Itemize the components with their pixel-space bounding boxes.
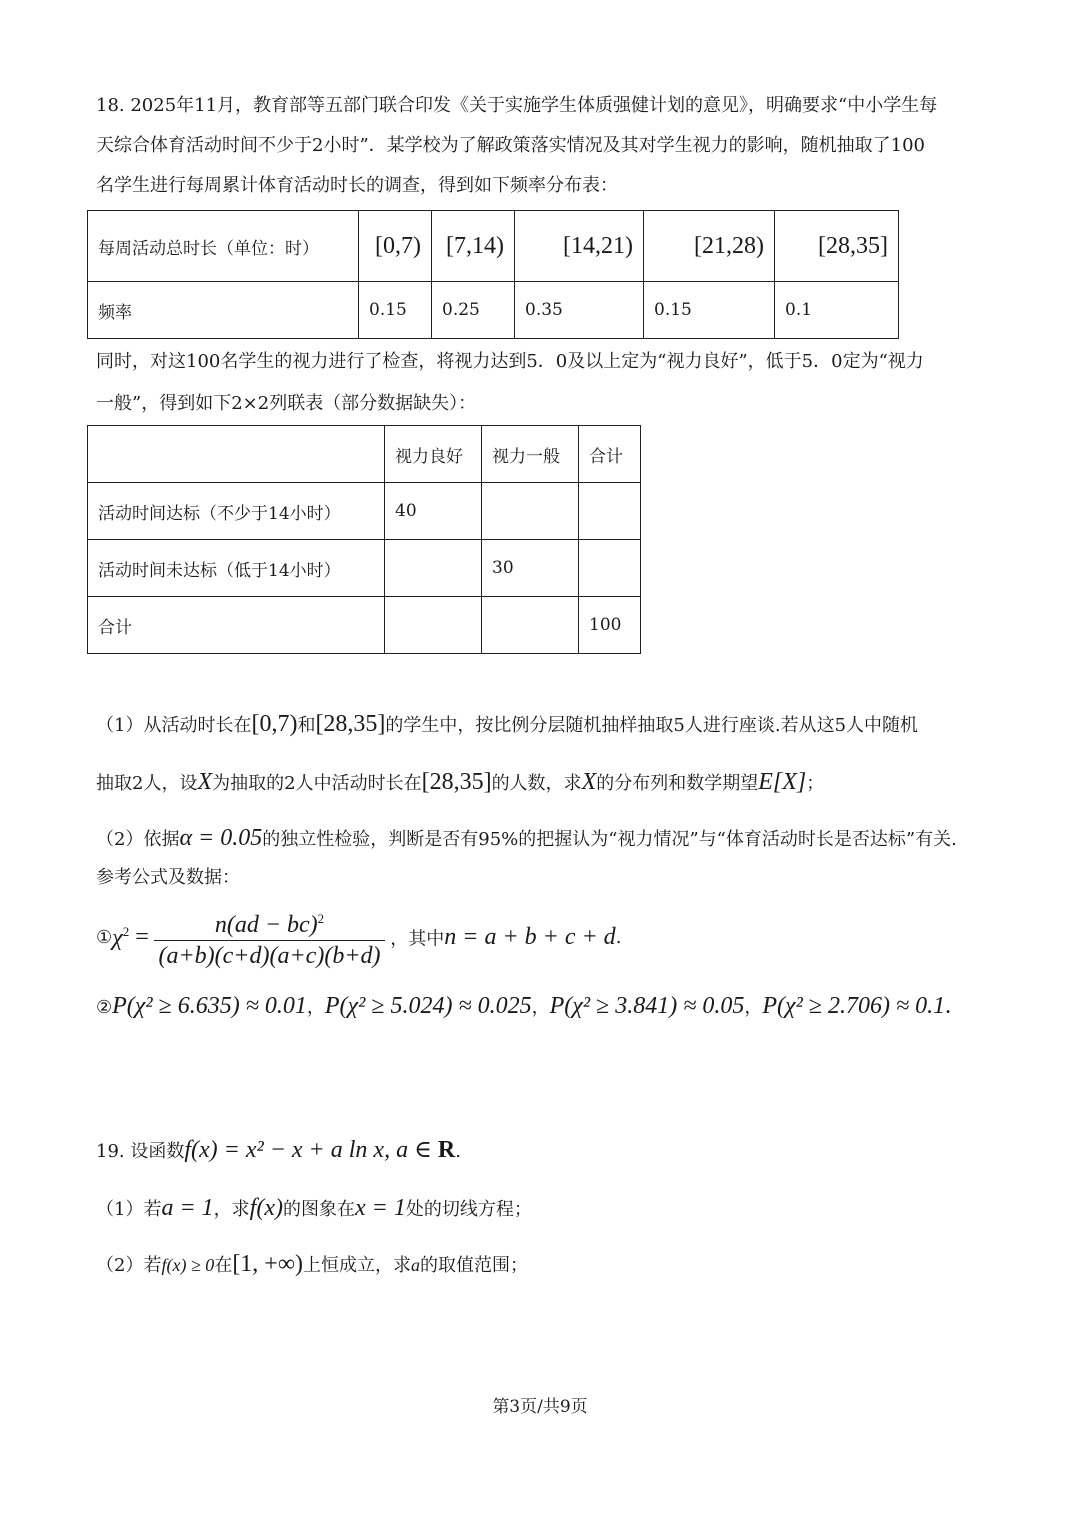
q18-line-1: 18. 2025年11月，教育部等五部门联合印发《关于实施学生体质强健计划的意见》，明确要求“中小学生每 — [96, 95, 938, 116]
ct-header-cell: 视力一般 — [482, 426, 579, 483]
interval: [28,35] — [421, 769, 492, 795]
text: ； — [806, 773, 825, 794]
variable-a: a — [410, 1255, 420, 1275]
real-set: R — [437, 1137, 456, 1163]
frequency-table — [87, 210, 899, 339]
separator: ， — [744, 997, 763, 1018]
fraction-numerator: n(ad − bc)$^2$ — [154, 904, 384, 941]
variable-x: X — [581, 769, 597, 795]
ct-cell: 30 — [482, 540, 579, 597]
ct-row — [88, 540, 641, 597]
text: 的分布列和数学期望 — [596, 773, 759, 794]
text: . — [455, 1141, 461, 1162]
text: 为抽取的2人中活动时长在 — [212, 773, 422, 794]
ct-cell: 100 — [579, 597, 641, 654]
probability-item: P(χ² ≥ 5.024) ≈ 0.025 — [324, 993, 532, 1019]
freq-header-label: 每周活动总时长（单位：时） — [88, 211, 359, 282]
probability-item: P(χ² ≥ 2.706) ≈ 0.1 — [762, 993, 946, 1019]
condition: f(x) ≥ 0 — [161, 1255, 215, 1275]
ct-header-cell: 视力良好 — [385, 426, 482, 483]
expectation: E[X] — [758, 769, 807, 795]
formula-mark: ② — [96, 997, 113, 1018]
interval: [28,35] — [315, 711, 386, 737]
text: 19. 设函数 — [96, 1141, 185, 1162]
q18-line-3: 名学生进行每周累计体育活动时长的调查，得到如下频率分布表： — [96, 175, 618, 196]
freq-value: 0.15 — [359, 282, 432, 339]
freq-value: 0.25 — [432, 282, 515, 339]
separator: ， — [531, 997, 550, 1018]
probability-item: P(χ² ≥ 6.635) ≈ 0.01 — [112, 993, 307, 1019]
equals: = — [129, 924, 149, 950]
text: （1）从活动时长在 — [96, 715, 252, 736]
freq-row-label: 频率 — [88, 282, 359, 339]
fraction-denominator: (a+b)(c+d)(a+c)(b+d) — [158, 943, 381, 969]
freq-interval: [28,35] — [775, 211, 899, 282]
interval: [0,7) — [251, 711, 298, 737]
text: 的独立性检验，判断是否有95%的把握认为“视力情况”与“体育活动时长是否达标”有关. — [262, 829, 957, 850]
text: 的人数，求 — [491, 773, 582, 794]
text: . — [945, 993, 952, 1019]
q19-part1 — [96, 1194, 984, 1224]
q18-part2-line — [96, 824, 984, 854]
q19-part2 — [96, 1250, 984, 1280]
text: 处的切线方程； — [405, 1199, 532, 1220]
ct-row — [88, 483, 641, 540]
q18-part1-line-1 — [96, 710, 984, 740]
interval: [1, +∞) — [232, 1251, 303, 1277]
text: 上恒成立，求 — [302, 1255, 411, 1276]
ct-cell: 合计 — [88, 597, 385, 654]
freq-interval: [21,28) — [644, 211, 775, 282]
ct-cell: 40 — [385, 483, 482, 540]
ct-cell — [482, 597, 579, 654]
contingency-table — [87, 425, 641, 654]
ct-cell — [482, 483, 579, 540]
freq-interval: [7,14) — [432, 211, 515, 282]
text: . — [615, 927, 622, 948]
page-number: 第3页/共9页 — [492, 1397, 588, 1417]
q19-line-1 — [96, 1136, 984, 1166]
reference-label: 参考公式及数据： — [96, 867, 240, 888]
text: ，其中 — [390, 928, 445, 950]
ct-cell: 活动时间达标（不少于14小时） — [88, 483, 385, 540]
freq-value: 0.1 — [775, 282, 899, 339]
q18-line-4: 同时，对这100名学生的视力进行了检查，将视力达到5．0及以上定为“视力良好”，低于5．0定为“视力 — [96, 351, 924, 372]
ct-header-row — [88, 426, 641, 483]
text: 在 — [214, 1255, 233, 1276]
ct-row — [88, 597, 641, 654]
function: f(x) — [249, 1195, 283, 1221]
text: 和 — [297, 715, 316, 736]
text: 的图象在 — [282, 1199, 355, 1220]
text: （2）依据 — [96, 829, 180, 850]
ct-cell — [385, 597, 482, 654]
formula-1 — [96, 904, 984, 971]
chi-symbol: $\chi^2$ — [112, 923, 130, 951]
function-definition: f(x) = x² − x + a ln x, a ∈ — [184, 1137, 438, 1163]
freq-table-value-row — [88, 282, 899, 339]
q18-line-5: 一般”，得到如下2×2列联表（部分数据缺失）： — [96, 393, 477, 414]
condition: a = 1 — [161, 1195, 214, 1221]
text: 的学生中，按比例分层随机抽样抽取5人进行座谈.若从这5人中随机 — [385, 715, 919, 736]
ct-header-cell — [88, 426, 385, 483]
alpha: α = 0.05 — [179, 825, 263, 851]
point: x = 1 — [354, 1195, 406, 1221]
text: ，求 — [213, 1199, 250, 1220]
ct-cell — [579, 540, 641, 597]
text: （2）若 — [96, 1255, 162, 1276]
freq-value: 0.35 — [515, 282, 644, 339]
freq-value: 0.15 — [644, 282, 775, 339]
text: 的取值范围； — [419, 1255, 528, 1276]
ct-cell — [385, 540, 482, 597]
q18-part1-line-2 — [96, 768, 984, 798]
ct-cell — [579, 483, 641, 540]
formula-mark: ① — [96, 927, 113, 948]
freq-table-header-row — [88, 211, 899, 282]
probability-item: P(χ² ≥ 3.841) ≈ 0.05 — [549, 993, 745, 1019]
chi-square-fraction — [154, 904, 384, 971]
ct-header-cell: 合计 — [579, 426, 641, 483]
q18-line-2: 天综合体育活动时间不少于2小时”．某学校为了解政策落实情况及其对学生视力的影响，随机抽取了100 — [96, 135, 926, 156]
text: （1）若 — [96, 1199, 162, 1220]
freq-interval: [0,7) — [359, 211, 432, 282]
text: 抽取2人，设 — [96, 773, 198, 794]
variable-x: X — [197, 769, 213, 795]
formula-2 — [96, 992, 984, 1022]
separator: ， — [306, 997, 325, 1018]
n-definition: n = a + b + c + d — [444, 924, 616, 950]
freq-interval: [14,21) — [515, 211, 644, 282]
ct-cell: 活动时间未达标（低于14小时） — [88, 540, 385, 597]
